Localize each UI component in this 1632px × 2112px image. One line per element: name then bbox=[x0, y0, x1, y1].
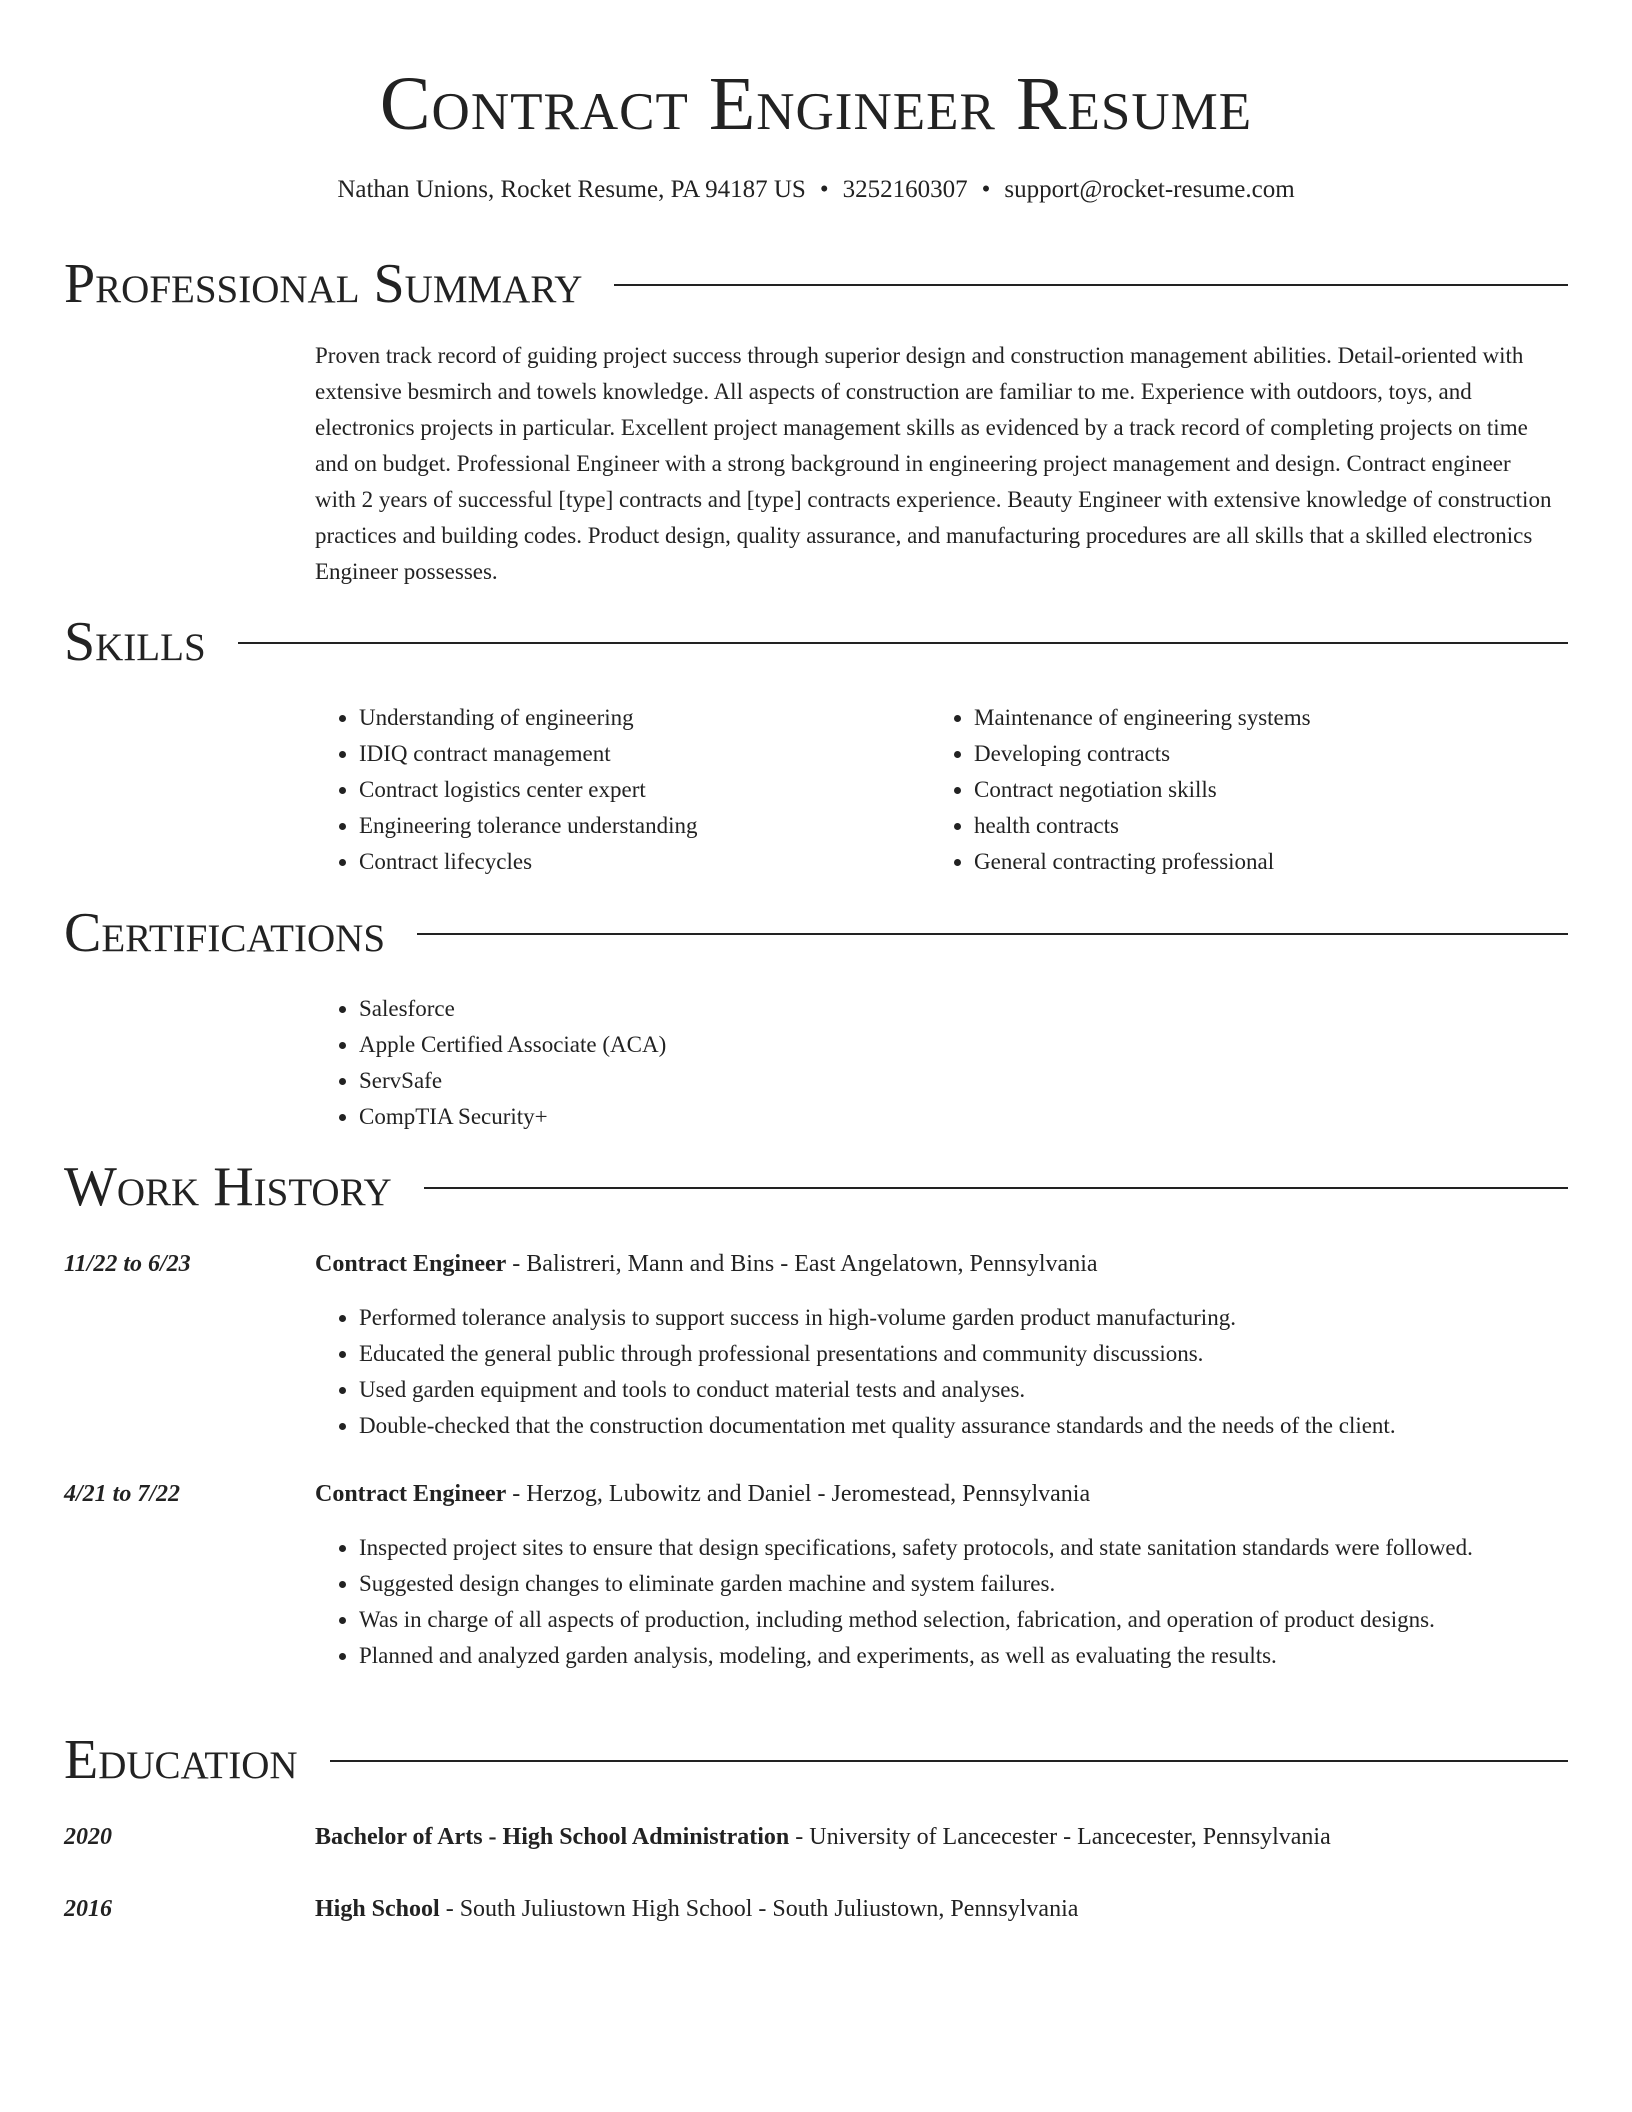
job-bullets bbox=[315, 1530, 1565, 1674]
job-bullet: • Was in charge of all aspects of production, including method selection, fabrication, and operation of product designs. bbox=[359, 1602, 1565, 1638]
section-heading-label: Skills bbox=[64, 611, 206, 673]
certification-item: • ServSafe bbox=[359, 1063, 666, 1099]
job-bullet: • Educated the general public through professional presentations and community discussions. bbox=[359, 1336, 1565, 1372]
contact-separator: • bbox=[819, 176, 829, 203]
job-dates: 4/21 to 7/22 bbox=[64, 1481, 181, 1507]
job-employer: - Balistreri, Mann and Bins - East Angelatown, Pennsylvania bbox=[506, 1251, 1098, 1277]
section-divider bbox=[424, 1187, 1568, 1189]
skill-item: • Contract logistics center expert bbox=[359, 772, 915, 808]
skills-column-left bbox=[315, 700, 915, 880]
contact-phone: 3252160307 bbox=[842, 176, 968, 203]
job-bullets bbox=[315, 1300, 1565, 1444]
contact-address: Nathan Unions, Rocket Resume, PA 94187 US bbox=[337, 176, 806, 203]
education-school: - South Juliustown High School - South Juliustown, Pennsylvania bbox=[439, 1896, 1079, 1922]
section-heading-summary bbox=[64, 254, 1568, 314]
skills-column-right bbox=[930, 700, 1550, 880]
section-heading-certifications bbox=[64, 903, 1568, 963]
job-heading bbox=[315, 1476, 1090, 1512]
job-bullet: • Used garden equipment and tools to conduct material tests and analyses. bbox=[359, 1372, 1565, 1408]
job-bullet: • Planned and analyzed garden analysis, modeling, and experiments, as well as evaluating the results. bbox=[359, 1638, 1565, 1674]
certification-item: • Salesforce bbox=[359, 991, 666, 1027]
section-heading-work-history bbox=[64, 1157, 1568, 1217]
certification-item: • Apple Certified Associate (ACA) bbox=[359, 1027, 666, 1063]
education-degree: High School bbox=[315, 1896, 440, 1922]
section-heading-skills bbox=[64, 612, 1568, 672]
summary-paragraph: Proven track record of guiding project success through superior design and construction management abilities. Detail-oriented with extensive besmirch and towels knowledge. All aspects of construction are familiar to me. Experience with outdoors, toys, and electronics projects in particular. Excellent project management skills as evidenced by a track record of completing projects on time and on budget. Professional Engineer with a strong background in engineering project management and design. Contract engineer with 2 years of successful [type] contracts and [type] contracts experience. Beauty Engineer with extensive knowledge of construction practices and building codes. Product design, quality assurance, and manufacturing procedures are all skills that a skilled electronics Engineer possesses. bbox=[315, 343, 1552, 584]
section-heading-label: Certifications bbox=[64, 902, 386, 964]
job-bullet: • Performed tolerance analysis to support success in high-volume garden product manufacturing. bbox=[359, 1300, 1565, 1336]
section-heading-education bbox=[64, 1730, 1568, 1790]
job-bullet: • Inspected project sites to ensure that design specifications, safety protocols, and state sanitation standards were followed. bbox=[359, 1530, 1565, 1566]
section-divider bbox=[417, 933, 1568, 935]
education-year: 2016 bbox=[64, 1896, 112, 1922]
skill-item: • Developing contracts bbox=[974, 736, 1550, 772]
education-year: 2020 bbox=[64, 1824, 112, 1850]
skill-item: • General contracting professional bbox=[974, 844, 1550, 880]
skill-item: • Contract negotiation skills bbox=[974, 772, 1550, 808]
skill-item: • Maintenance of engineering systems bbox=[974, 700, 1550, 736]
job-dates: 11/22 to 6/23 bbox=[64, 1251, 191, 1277]
contact-line bbox=[0, 172, 1632, 208]
skill-item: • Contract lifecycles bbox=[359, 844, 915, 880]
certifications-list bbox=[315, 991, 666, 1135]
section-heading-label: Professional Summary bbox=[64, 253, 583, 315]
resume-title: Contract Engineer Resume bbox=[379, 62, 1253, 146]
job-heading bbox=[315, 1246, 1098, 1282]
education-heading bbox=[315, 1819, 1331, 1855]
contact-separator: • bbox=[981, 176, 991, 203]
job-title: Contract Engineer bbox=[315, 1481, 507, 1507]
section-heading-label: Work History bbox=[64, 1156, 392, 1218]
job-employer: - Herzog, Lubowitz and Daniel - Jeromestead, Pennsylvania bbox=[506, 1481, 1091, 1507]
skill-item: • IDIQ contract management bbox=[359, 736, 915, 772]
job-title: Contract Engineer bbox=[315, 1251, 507, 1277]
education-heading bbox=[315, 1891, 1078, 1927]
job-bullet: • Suggested design changes to eliminate garden machine and system failures. bbox=[359, 1566, 1565, 1602]
section-divider bbox=[330, 1760, 1568, 1762]
education-degree: Bachelor of Arts - High School Administration bbox=[315, 1824, 790, 1850]
section-divider bbox=[614, 284, 1568, 286]
section-divider bbox=[238, 642, 1568, 644]
education-school: - University of Lancecester - Lancecester, Pennsylvania bbox=[789, 1824, 1331, 1850]
section-heading-label: Education bbox=[64, 1729, 298, 1791]
skill-item: • health contracts bbox=[974, 808, 1550, 844]
contact-email: support@rocket-resume.com bbox=[1004, 176, 1295, 203]
skill-item: • Understanding of engineering bbox=[359, 700, 915, 736]
job-bullet: • Double-checked that the construction documentation met quality assurance standards and the needs of the client. bbox=[359, 1408, 1565, 1444]
certification-item: • CompTIA Security+ bbox=[359, 1099, 666, 1135]
skill-item: • Engineering tolerance understanding bbox=[359, 808, 915, 844]
